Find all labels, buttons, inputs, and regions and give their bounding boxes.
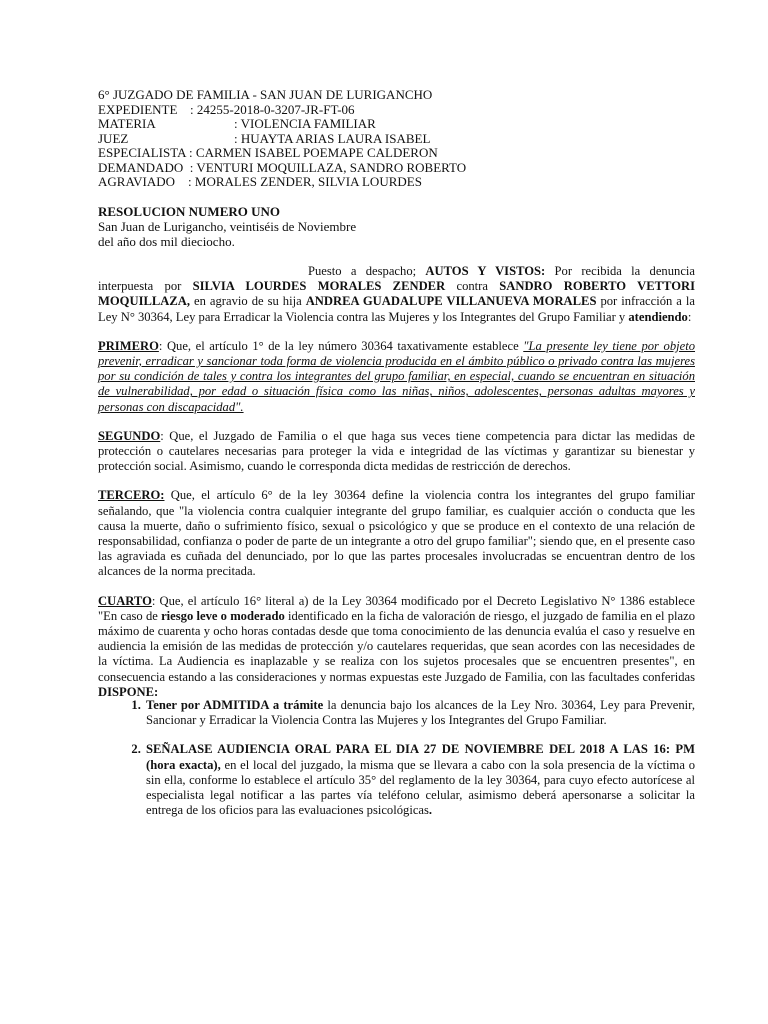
disposition-item: 2. SEÑALASE AUDIENCIA ORAL PARA EL DIA 27 DE NOVIEMBRE DEL 2018 A LAS 16: PM (hora exacta), en el local del juzgado, la misma que se llevara a cabo con la sola presencia de la víctima o sin ella, conforme lo establece el artículo 35° del reglamento de la ley 30364, para cuyo efecto autorícese al especialista legal notificar a las partes vía teléfono celular, asimismo deberá apersonarse a solicitar la entrega de los oficios para las evaluaciones psicológicas. — [144, 742, 695, 818]
juez-line: JUEZ : HUAYTA ARIAS LAURA ISABEL — [98, 130, 431, 146]
primero-label: PRIMERO — [98, 338, 159, 353]
segundo-paragraph: SEGUNDO: Que, el Juzgado de Familia o el que haga sus veces tiene competencia para dictar las medidas de protección o cautelares necesarias para proteger la vida e integridad de las víctimas y garantizar su bienestar y protección social. Asimismo, cuando le corresponda dicta medidas de restricción de derechos. — [98, 428, 695, 474]
materia-line: MATERIA : VIOLENCIA FAMILIAR — [98, 116, 376, 131]
agraviado-line: AGRAVIADO : MORALES ZENDER, SILVIA LOURDES — [98, 174, 422, 189]
resolution-year: del año dos mil dieciocho. — [98, 234, 235, 249]
disposition-item: 1. Tener por ADMITIDA a trámite la denuncia bajo los alcances de la Ley Nro. 30364, Ley para Prevenir, Sancionar y Erradicar la Violencia Contra las Mujeres y los Integrantes del Grupo Familiar. — [144, 698, 695, 728]
segundo-label: SEGUNDO — [98, 428, 161, 443]
court-line: 6° JUZGADO DE FAMILIA - SAN JUAN DE LURIGANCHO — [98, 87, 433, 102]
primero-quote: "La presente ley tiene por objeto prevenir, erradicar y sancionar toda forma de violencia producida en el ámbito público o privado contra las mujeres por su condición de tales y contra los integrantes del grupo familiar, en especial, cuando se encuentran en situación de vulnerabilidad, por edad o situación física como las niñas, niños, adolescentes, personas adultas mayores y personas con discapacidad". — [98, 338, 696, 414]
primero-paragraph: PRIMERO: Que, el artículo 1° de la ley número 30364 taxativamente establece "La presente ley tiene por objeto prevenir, erradicar y sancionar toda forma de violencia producida en el ámbito público o privado contra las mujeres por su condición de tales y contra los integrantes del grupo familiar, en especial, cuando se encuentran en situación de vulnerabilidad, por edad o situación física como las niñas, niños, adolescentes, personas adultas mayores y personas con discapacidad". — [98, 338, 696, 414]
resolution-place-date: San Juan de Lurigancho, veintiséis de Noviembre — [98, 219, 357, 234]
case-header — [98, 88, 466, 190]
tercero-label: TERCERO: — [98, 488, 165, 503]
tercero-paragraph: TERCERO: Que, el artículo 6° de la ley 30364 define la violencia contra los integrantes del grupo familiar señalando, que "la violencia contra cualquier integrante del grupo familiar, es cualquier acción o conducta que les causa la muerte, daño o sufrimiento físico, sexual o psicológico y que se produce en el contexto de una relación de responsabilidad, confianza o poder de parte de un integrante a otro del grupo familiar"; siendo que, en el presente caso las agraviada es cuñada del denunciado, por lo que las partes procesales involucradas se encuentran dentro de los alcances de la norma precitada. — [98, 488, 695, 579]
cuarto-paragraph: CUARTO: Que, el artículo 16° literal a) de la Ley 30364 modificado por el Decreto Legislativo N° 1386 establece "En caso de riesgo leve o moderado identificado en la ficha de valoración de riesgo, el juzgado de familia en el plazo máximo de cuarenta y ocho horas contadas desde que toma conocimiento de las denuncia evalúa el caso y resuelve en audiencia la emisión de las medidas de protección y/o cautelares requeridas, que sean acordes con las necesidades de la víctima. La Audiencia es inaplazable y se realiza con los sujetos procesales que se encuentren presentes", en consecuencia estando a las consideraciones y normas expuestas este Juzgado de Familia, con las facultades conferidas DISPONE: — [98, 593, 696, 699]
resolution-block — [98, 204, 356, 249]
intro-paragraph: Puesto a despacho; AUTOS Y VISTOS: Por recibida la denuncia interpuesta por SILVIA LOURDES MORALES ZENDER contra SANDRO ROBERTO VETTORI MOQUILLAZA, en agravio de su hija ANDREA GUADALUPE VILLANUEVA MORALES por infracción a la Ley N° 30364, Ley para Erradicar la Violencia contra las Mujeres y los Integrantes del Grupo Familiar y atendiendo: — [98, 264, 695, 324]
demandado-line: DEMANDADO : VENTURI MOQUILLAZA, SANDRO ROBERTO — [98, 159, 467, 175]
resolution-title: RESOLUCION NUMERO UNO — [98, 204, 281, 219]
resolution-body — [98, 264, 695, 833]
dispositions-list — [98, 698, 695, 818]
cuarto-label: CUARTO — [98, 593, 152, 608]
especialista-line: ESPECIALISTA : CARMEN ISABEL POEMAPE CALDERON — [98, 145, 438, 160]
expediente-line: EXPEDIENTE : 24255-2018-0-3207-JR-FT-06 — [98, 101, 355, 117]
